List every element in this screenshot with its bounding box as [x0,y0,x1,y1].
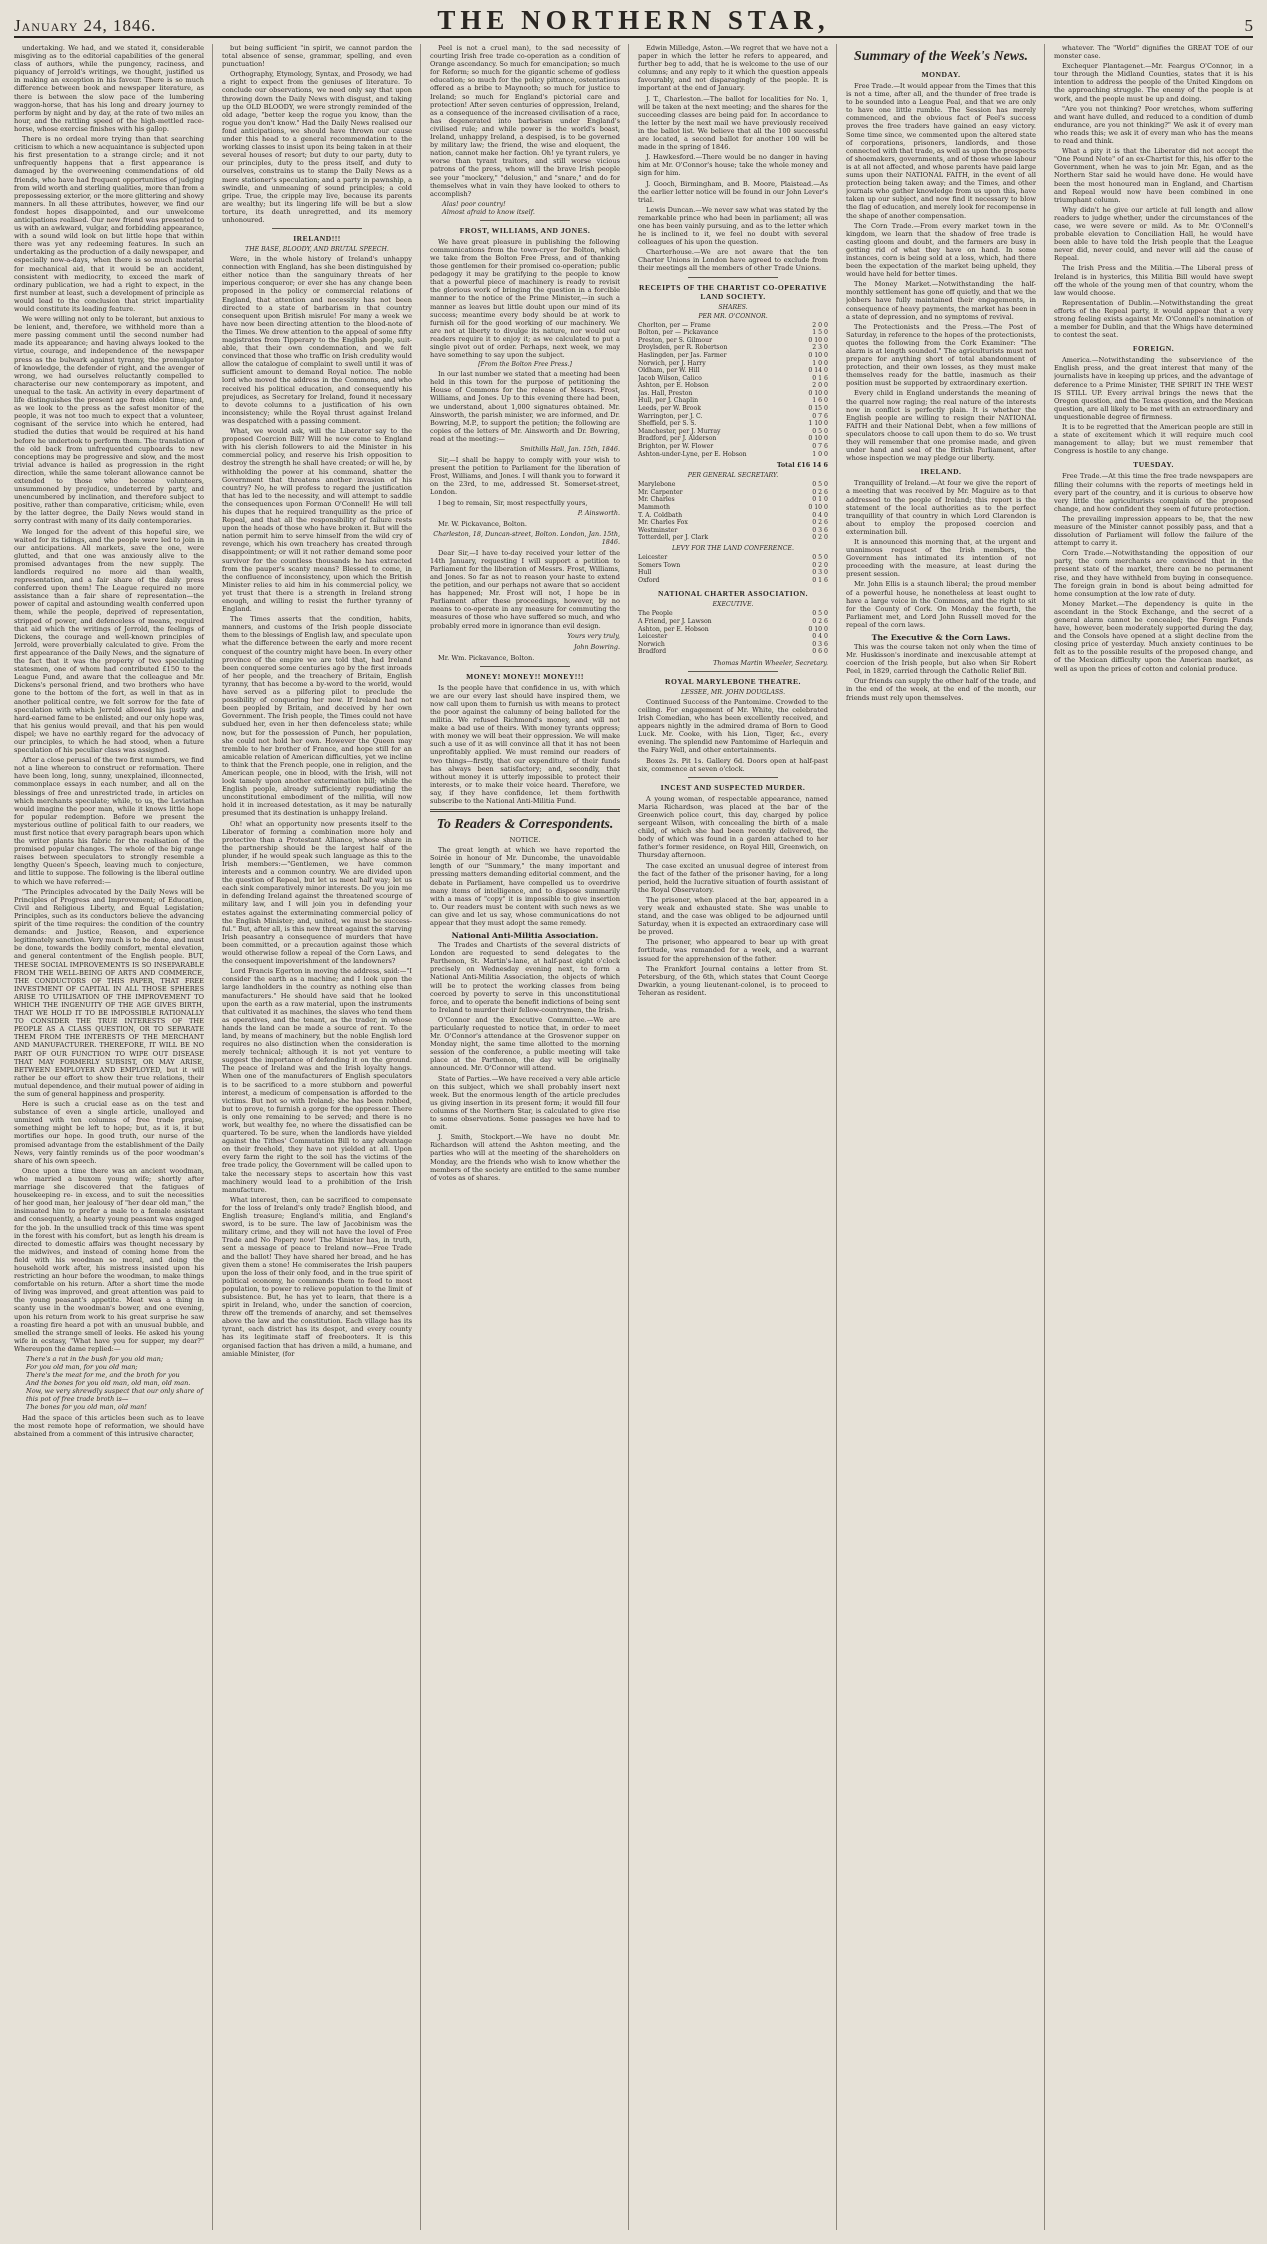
article-body [430,370,620,443]
ledger-amount: 0 2 0 [812,561,828,569]
paragraph: The Times asserts that the condition, habits, manners, and customs of the Irish people dissociate them to the blessings of English law, and speculate upon what the difference between the early and more recent conquest of the country might have been. In every other province of the empire we are told that, had Ireland been conquered some centuries ago by the first inroads of her people, and the treachery of Britain, English tyranny, that has become a by-word to the world, would have served as a pilfering pilot to preclude the possibility of conquering her now. If Ireland had not been peopled by Britain, and deceived by her own Government. The Irish people, the Times could not have subdued her, even in her then defenceless state; while now, but for the possession of Punch, her population, she could not hold her own. However the Queen may tremble to her brother of France, and hope still for an amicable relation of American difficulties, yet we incline to think that the French people, one in religion, and the American people, one in blood, with the Irish, will not look tamely upon another extermination bill; while the English people, already sufficiently repudiating the unconstitutional embodiment of the militia, will now hold it in increased detestation, as it may be naturally presumed that its destination is unhappy Ireland. [222,615,412,818]
paragraph: The prisoner, who appeared to bear up with great fortitude, was remanded for a week, and a warrant issued for the apprehension of the father. [638,938,828,963]
ledger-amount: 0 3 6 [812,526,828,534]
paragraph: It is announced this morning that, at the urgent and unanimous request of the Irish members, the Government has intimated its intention of not proceeding with the measure, at least during the present session. [846,537,1036,579]
ledger-row [638,519,828,527]
divider [480,666,570,667]
ledger-row [638,337,828,345]
ledger-row [638,481,828,489]
article-body [430,238,620,359]
ledger-row [638,428,828,436]
ledger-item: Hull, per J. Chaplin [638,397,699,405]
ledger-row [638,322,828,330]
subheading: PER GENERAL SECRETARY. [687,472,779,480]
ledger-item: Bolton, per — Pickavance [638,329,719,337]
paragraph: Every child in England understands the meaning of the quarrel now raging; the real nature of the interests now in conflict is perfectly plain. It is whether the English people are willing to resign their NATIONAL FAITH and their National Debt, when a few millions of speculators choose to call upon them to do so. We trust they will remember that one promise made, and given under hand and seal of the British Parliament, after whose inspection we may pledge our liberty. [846,389,1036,463]
paragraph: "Are you not thinking? Poor wretches, whom suffering and want have dulled, and reduced to a condition of dumb endurance, are you not thinking?" We ask it of every man who reads this; we ask it of every man who has the means to read and think. [1054,104,1253,146]
ledger-item: Oxford [638,576,660,584]
subheading: SHARES. [718,303,748,311]
article-body [1054,44,1253,339]
column-4 [638,44,837,2230]
paragraph: The prevailing impression appears to be, that the new measure of the Minister cannot possibly pass, and that a dissolution of Parliament will follow the failure of the attempt to carry it. [1054,514,1253,548]
headline-money: MONEY! MONEY!! MONEY!!! [466,671,584,681]
ledger-item: Marylebone [638,481,676,489]
paragraph: Tranquillity of Ireland.—At four we give the report of a meeting that was received by Mr. Maguire as to that addressed to the people of Ireland; this report is the statement of the local authorities as to the perfect tranquillity of that country in which Lord Clarendon is about to employ the proposed coercion and extermination bill. [846,479,1036,536]
ledger-amount: 0 10 0 [808,351,828,359]
letter-signature: John Bowring. [573,642,620,651]
ledger-item: Westminster [638,526,678,534]
ledger-row [638,360,828,368]
ledger-row [638,610,828,618]
ledger-amount: 1 0 0 [812,450,828,458]
ledger-item: Leicester [638,553,668,561]
ledger-row [638,562,828,570]
subheading: THE BASE, BLOODY, AND BRUTAL SPEECH. [245,246,389,254]
headline-foreign: FOREIGN. [1132,344,1175,354]
ledger-row [638,489,828,497]
paragraph: Edwin Milledge, Aston.—We regret that we have not a paper in which the letter he refers to appeared, and further beg to add, that he is welcome to the use of our columns; and any reply to it which the question appeals favourably, and not disparagingly of the people. It is important at the end of January. [638,44,828,93]
receipts-total: Total £16 14 6 [776,461,828,470]
ledger-row [638,397,828,405]
paragraph: Continued Success of the Pantomime. Crowded to the ceiling. For engagement of Mr. White, the celebrated Irish Comedian, who has been excellently received, and appears nightly in the admired drama of Born to Good Luck. Mr. Cooke, with his Lion, Tiger, &c., every evening. The splendid new Pantomime of Harlequin and the Fairy Well, and other entertainments. [638,697,828,755]
paragraph: J. Gooch, Birmingham, and B. Moore, Plaistead.—As the earlier letter notice will be found in our John Lever's trial. [638,179,828,204]
ledger-item: The People [638,610,673,618]
section-title-summary: Summary of the Week's News. [853,49,1029,64]
ledger-amount: 0 10 0 [808,435,828,443]
ledger-amount: 0 1 6 [812,374,828,382]
ledger-amount: 0 7 6 [812,412,828,420]
article-body [430,44,620,198]
correspondent-notes [638,44,828,273]
ledger-item: Bradford, per J. Alderson [638,435,717,443]
columns [14,44,1253,2230]
paragraph: The prisoner, when placed at the bar, appeared in a very weak and exhausted state. She was unable to stand, and the case was obliged to be adjourned until Saturday, when it is expected an extraordinary case will be proved. [638,895,828,937]
letter-recipient: Mr. W. Pickavance, Bolton. [438,519,527,528]
ledger-item: Ashton, per E. Hobson [638,382,709,390]
paragraph: There is no ordeal more trying than that searching criticism to which a new acquaintance is subjected upon his first presentation to a strange circle; and it not unfrequently happens that a first appearance is damaged by the overweening commendations of old friends, who have had frequent opportunities of judging from wild worth and sterling qualities, more than from a prepossessing exterior, or the more glittering and showy manners. In all these attributes, however, we find our fondest hopes disappointed, and our unwelcome anticipations realised. Our new friend was presented to us with an awkward, vulgar, and forbidding appearance, with a sound wild look on but little hope that within there was yet any redeeming features. In such an undertaking as the production of a daily newspaper, and especially now-a-days, when there is so much material for mechanical aid, that it would be an accident, consistent with mediocrity, to exceed the mark of ordinary publication, we had a right to expect, in the first number at least, such a development of principle as would lead to the conclusion that strict impartiality would constitute its leading feature. [14,135,205,313]
ledger-row [638,405,828,413]
ledger-amount: 2 0 0 [812,382,828,390]
paragraph: Once upon a time there was an ancient woodman, who married a buxom young wife; shortly after marriage she discovered that the fatigues of housekeeping re- in excess, and to suit the necessities of her good man, her jealousy of "her dear old man," the insinuated him to prefer a male to a female assistant and consequently, a hearty young peasant was engaged for the job. In the unsullied track of this time was spent in the forest with his comfort, but as length his dream is directed to domestic affairs was thought necessary by the midwives, and instead of coming home from the field with his woodman so moral, and doing the household work after, his mistress insisted upon his restricting an hour before the woodman, to make things comfortable on his return. After a short time the mode of living was improved, and great attention was paid to the young peasant's appetite. Meat was a thing in scanty use in the woodman's bower, and one evening, upon his return from work to his great surprise he saw a roasting fire heard a pot with an unusual bubble, and smelled the strange smell of leeks. He asked his young wife in ecstasy, "What have you for supper, my dear?" Whereupon the dame replied:— [14,1166,204,1353]
article-body [846,643,1036,702]
divider [688,671,778,672]
ledger-row [638,534,828,542]
issue-date: January 24, 1846. [14,16,157,35]
letter-source: [From the Bolton Free Press.] [478,361,572,369]
letter-location: Smithills Hall, Jan. 15th, 1846. [520,445,620,454]
article-body [14,44,204,1353]
ledger-item: Norwich [638,640,665,648]
ledger-item: Haslingden, per Jas. Farmer [638,351,727,359]
paragraph: undertaking. We had, and we stated it, considerable misgiving as to the editorial capabilities of the general class of authors, while the pungency, raciness, and piquancy of Jerrold's writings, we thought, justified us in making an exception in his favour. There is so much difference between book and newspaper literature, as there is between the slow pace of the lumbering waggon-horse, that has his long and dreary journey to perform by night and by day, at the rate of two miles an hour, and the rattling speed of the high-mettled race-horse, whose exercise finishes with his gallop. [14,44,204,133]
ledger-item: Chorlton, per — Frame [638,321,711,329]
divider [480,220,570,221]
ledger-amount: 0 14 0 [808,367,828,375]
ledger-row [638,413,828,421]
letter-body [430,549,620,630]
paragraph: Exchequer Plantagenet.—Mr. Feargus O'Connor, in a tour through the Midland Counties, states that it is his intention to address the people of the United Kingdom on the approaching struggle. The enemy of the people is at work, and the people must be up and doing. [1054,62,1253,103]
receipts-table [638,610,828,656]
paragraph: but being sufficient "in spirit, we cannot pardon the total absence of sense, grammar, spelling, and even punctuation! [222,44,412,69]
ledger-amount: 0 10 0 [808,389,828,397]
ledger-item: Leicester [638,633,668,641]
divider [688,277,778,278]
paragraph: J. T., Charleston.—The ballot for localities for No. 1, will be taken at the next meeting; and the shares for the succeeding classes are being paid for. In accordance to the letter by the next mail we have previously received in the ballot list. We believe that all the 100 successful are located, a second ballot for another 100 will be made in the spring of 1846. [638,94,828,152]
ledger-row [638,641,828,649]
headline-theatre: ROYAL MARYLEBONE THEATRE. [665,676,801,686]
article-body [638,698,828,773]
ledger-row [638,375,828,383]
ledger-amount: 1 0 0 [812,359,828,367]
day-heading: MONDAY. [921,70,961,79]
ledger-row [638,504,828,512]
column-6 [1054,44,1253,2230]
notice-subheading: National Anti-Militia Association. [451,931,599,941]
verse-line: Almost afraid to know itself. [442,207,535,216]
letter-signature: P. Ainsworth. [577,508,620,517]
paragraph: State of Parties.—We have received a very able article on this subject, which we shall probably insert next week. But the enormous length of the article precludes us giving insertion in its present form; it would fill four columns of the Northern Star, is calculated to give rise to some observations. Some passages we have had to omit. [430,1074,620,1132]
ledger-item: Oldham, per W. Hill [638,367,700,375]
paragraph: Peel is not a cruel man), to the sad necessity of courting Irish free trade co-operation as a condition of Orange ascendancy. So much for emancipation; so much for Reform; so much for the gigantic scheme of godless education; so much for the policy pittance, ostentatious offered as a bribe to Maynooth; so much for justice to Ireland; so much for England's pictorial care and protection! After seven centuries of oppression, Ireland, as a consequence of the increased civilisation of a race, has degenerated into barbarism under England's civilised rule; and while power is the world's boast, Ireland, unhappy Ireland, a despised, is to be governed by military law; the friend, the wise and eloquent, the nation, cannot make her faction. Oh! ye tyrant rulers, ye worse than tyrant traitors, and still worse vicious patrons of the press, whom will the brave Irish people see your "mockery," "delusion," and "snare," and do for themselves what in vain they have looked to others to accomplish? [430,44,620,198]
ledger-item: Mr. Carpenter [638,488,683,496]
subheading: LESSEE, MR. JOHN DOUGLASS. [680,688,786,696]
paragraph: Representation of Dublin.—Notwithstanding the great efforts of the Repeal party, it would appear that a very strong feeling exists against Mr. O'Connell's nomination of a member for Dublin, and that the Whigs have determined to contest the seat. [1054,298,1253,340]
column-2 [222,44,421,2230]
ledger-item: Mr. Charles Fox [638,519,688,527]
paragraph: What interest, then, can be sacrificed to compensate for the loss of Ireland's only trade? English blood, and English treasure; England's militia, and England's sword, is to be sure. The law of Jacobinism was the military crime, and they will not have the lovel of Free Trade and No Popery now! The Minister has, in truth, sent a message of peace to Ireland now—Free Trade and the ballot! They have shared her bread, and he has given them a stone! He commiserates the Irish paupers upon the loss of their only food, and in the true spirit of political economy, he commands them to feed to most population, to power to relieve population to the limit of subsistence. But, he has yet to learn, that there is a spirit in Ireland, who, under the sanction of coercion, threw off the tremends of anarchy, and set themselves above the law and the constitution. Each village has its tyrant, each district has its despot, and every county has its legitimate staff of freebooters. It is this organised faction that has driven a mild, a humane, and amiable Minister, (for [222,1195,412,1358]
verse-line: Alas! poor country! [442,199,506,208]
paragraph: Free Trade.—It would appear from the Times that this is not a time, after all, and the thunder of free trade is to be sounded into a League Peal, and that we are only to have one little rumble. The Session has merely commenced, and the obvious fact of Peel's success proves the free traders have gained an easy victory. Some time since, we commented upon the altered state of corporations, prisoners, landlords, and those connected with that trade, as well as upon the prospects of shoemakers, governments, and of those whose labour is at all not affected, and whose parents have paid large sums upon their NATIONAL FAITH, in the event of all protection being taken away; and the Times, and other journals who gather knowledge from us upon this, have taken up our subject, and now find it necessary to blow the flag of education, and merely look for recompense in the shape of another compensation. [846,82,1036,220]
subheading: The Executive & the Corn Laws. [871,633,1011,642]
divider [430,809,620,812]
paragraph: J. Hawkesford.—There would be no danger in having him at Mr. O'Connor's house; take the whole money and sign for him. [638,153,828,178]
ledger-amount: 0 10 0 [808,336,828,344]
receipts-table [638,554,828,584]
ledger-amount: 0 2 0 [812,534,828,542]
ledger-item: Jas. Hall, Preston [638,389,693,397]
verse-line: The bones for you old man, old man! [26,1403,147,1411]
ledger-amount: 0 3 0 [812,569,828,577]
ledger-amount: 0 4 0 [812,511,828,519]
ledger-item: Totterdell, per J. Clark [638,534,709,542]
paragraph: Orthography, Etymology, Syntax, and Prosody, we had a right to expect from the geniuses of literature. To conclude our observations, we need only say that upon throwing down the Daily News with disgust, and taking up the OLD BLOODY, we were strongly reminded of the old adage, "better keep the rogue you know, than the rogue you don't know." Had the Daily News realised our fond anticipations, we should have thrown our cause under this head to a general recommendation to the working classes to insist upon its being taken in at their several houses of resort; but duty to our party, duty to our principles, duty to the press itself, and duty to ourselves, constrains us to stamp the Daily News as a mere stationer's speculation; and a party in pawnship, a swindle, and unmeaning of sound principles; a cold gripe. True, the cripple may live, because its parents are wealthy; but its lingering life will be but a slow torture, its death unregretted, and its memory unhonoured. [222,70,412,224]
ledger-amount: 0 3 6 [812,640,828,648]
ledger-row [638,382,828,390]
letter-closing: Yours very truly, [567,631,620,640]
ledger-row [638,512,828,520]
verse-line: There's a rat in the bush for you old man; [26,1355,164,1363]
paragraph: The Corn Trade.—From every market town in the kingdom, we learn that the shadow of free trade is casting gloom and doubt, and the farmers are busy in getting rid of what they have on hand. In some instances, corn is being sold at a loss, which, had there been the expectation of the market being upheld, they would have held for better times. [846,221,1036,279]
paragraph: A young woman, of respectable appearance, named Maria Richardson, was placed at the bar of the Greenwich police court, this day, charged by police sergeant Wilson, with concealing the birth of a male child, of which she had been recently delivered, the body of which was found in a garden attached to her father's former residence, on Royal Hill, Greenwich, on Thursday afternoon. [638,794,828,860]
receipts-table [638,322,828,459]
ledger-item: A Friend, per J. Lawson [638,617,712,625]
headline-frost: FROST, WILLIAMS, AND JONES. [459,225,591,235]
ledger-item: Warrington, per J. C. [638,412,703,420]
ledger-row [638,626,828,634]
ledger-item: Ashton, per E. Hobson [638,625,709,633]
ledger-amount: 0 15 0 [808,405,828,413]
verse [26,1355,204,1411]
ledger-row [638,554,828,562]
article-body [638,795,828,997]
ledger-row [638,496,828,504]
article-body [430,846,620,927]
ledger-item: T. A. Coldbath [638,511,683,519]
letter-location: Charleston, 18, Duncan-street, Bolton. London, Jan. 15th, 1846. [433,529,620,546]
paragraph: The Protectionists and the Press.—The Post of Saturday, in reference to the hopes of the protectionists, quotes the following from the Cork Examiner: "The alarm is at length sounded." The agriculturists must not prepare for anything short of total abandonment of protection, and their own losses, as they must make themselves ready for the battle, inasmuch as their position must be supported by extraordinary exertion. [846,322,1036,388]
paragraph: Oh! what an opportunity now presents itself to the Liberator of forming a combination more holy and protective than a Protestant Alliance, whose share in the partnership should be the largest half of the plunder, if he would speak such language as this to the Irish members:—"Gentlemen, we have common interests and a common country. We are divided upon the question of Repeal, but let us meet half way; let us each sink comparatively minor interests. Do you join me in defending Ireland against the threatened scourge of military law, and I will join you in defending your estates against the exterminating commercial policy of the English Minister; and, united, we must be success-ful." But, after all, is this new threat against the starving Irish peasantry a consequence of murders that have been committed, or a precaution against those which would otherwise follow a repeal of the Corn Laws, and the consequent impoverishment of the landowners? [222,819,412,966]
ledger-row [638,648,828,656]
paragraph: We were willing not only to be tolerant, but anxious to be lenient, and, therefore, we withheld more than a mere passing comment until the second number had made its appearance; and having always looked to the virtue, courage, and independence of the newspaper press as the bulwark against tyranny, the promulgator of knowledge, the defender of right, and the avenger of wrong, we had ourselves reluctantly compelled to characterise our new contemporary as impotent, and unequal to the task. An activity in every department of life distinguishes the present age from olden time; and, as we look to the press as the safest monitor of the people, it was not too much to expect that a volunteer, cognisant of the service into which he entered, had studied the duties that would be required at his hand before he undertook to perform them. The translation of the old back from unfrequented cupboards to new conceptions may be progressive and slow, and the most trivial advance is hailed as progression in the right direction, while the same tolerant allowance cannot be extended to those who become volunteers, unsummoned by prejudice, undeterred by party, and unencumbered by inclination, and therefore subject to positive, rather than comparative, criticism; while, even by the latter degree, the Daily News would stand in sorry contrast with many of its daily contemporaries. [14,315,204,526]
article-body [430,941,620,1182]
ledger-row [638,390,828,398]
paragraph: Sir,—I shall be happy to comply with your wish to present the petition to Parliament for the liberation of Frost, Williams, and Jones. I will thank you to forward it on the 23rd, to me, addressed St. Somerset-street, London. [430,456,620,497]
ledger-item: Bradford [638,648,667,656]
ledger-amount: 0 1 6 [812,576,828,584]
ledger-row [638,577,828,585]
article-body [1054,472,1253,672]
ledger-row [638,633,828,641]
headline-ireland: IRELAND!!! [293,234,341,244]
ledger-item: Hull [638,569,652,577]
paragraph: The Frankfort Journal contains a letter from St. Petersburg, of the 6th, which states that Count Ceorge Dwarkin, a young lieutenant-colonel, is to proceed to Teheran as resident. [638,964,828,997]
subheading: PER MR. O'CONNOR. [698,312,768,320]
ledger-amount: 1 10 0 [808,420,828,428]
ledger-amount: 0 4 0 [812,633,828,641]
notice-heading: NOTICE. [509,836,541,845]
secretary-signature: Thomas Martin Wheeler, Secretary. [713,658,828,667]
day-heading: TUESDAY. [1133,460,1174,470]
ledger-amount: 0 5 0 [812,610,828,618]
ledger-amount: 0 5 0 [812,553,828,561]
subheading: LEVY FOR THE LAND CONFERENCE. [672,544,794,552]
paragraph: Were, in the whole history of Ireland's unhappy connection with England, has she been distinguished by either notice than the sanguinary threats of her imperious conqueror; or ever she has any change been proposed in the policy or commercial relations of England, that attention and necessity has not been directed to a state of barbarism in that country consequent upon British misrule! For many a week we have now been directing attention to the blood-note of the Times. We drew attention to the appeal of some fifty magistrates from Tipperary to the English people, suit-able, that their own condemnation, and we felt convinced that those who traffic on Irish credulity would allow the catalogue of complaint to swell until it was of sufficient amount to demand Royal notice. The noble lord who moved the address in the Commons, and who received his political education, and consequently his prejudices, as Secretary for Ireland, found it necessary to devote columns to a justification of his own inconsistency; while the Royal thrust against Ireland was despatched with a passing comment. [222,255,412,425]
ledger-amount: 0 2 6 [812,488,828,496]
paragraph: The Irish Press and the Militia.—The Liberal press of Ireland is in hysterics, this Militia Bill would have swept off the whole of the young men of that country, whom the law would choose. [1054,264,1253,297]
paragraph: J. Smith, Stockport.—We have no doubt Mr. Richardson will attend the Ashton meeting, and the parties who will at the meeting of the shareholders on Monday, are the friends who wish to know whether the members of the society are entitled to the same number of votes as of shares. [430,1133,620,1182]
paragraph: O'Connor and the Executive Committee.—We are particularly requested to notice that, in order to meet Mr. O'Connor's attendance at the Grosvenor supper on Monday night, the same time allotted to the morning session of the conference, a public meeting will take place at the Parthenon, the day will be originally announced. Mr. O'Connor will attend. [430,1015,620,1073]
divider [688,777,778,778]
article-body [846,479,1036,629]
ledger-item: Brighton, per W. Flower [638,443,714,451]
verse [442,200,620,216]
ledger-item: Droylsden, per R. Robertson [638,344,728,352]
column-5 [846,44,1045,2230]
section-title-correspondents: To Readers & Correspondents. [436,817,614,833]
ledger-row [638,569,828,577]
paragraph: Dear Sir,—I have to-day received your letter of the 14th January, requesting I will support a petition to Parliament for the liberation of Messrs. Frost, Williams, and Jones. So far as not to reason your haste to extend the petition, and our perhaps not aware that so accident has happened; Mr. Frost will not, I hope be in Parliament after these proceedings, however, by no means to co-operate in any measure for commuting the measures of those who have suffered so much, and who probably erred more in ignorance than evil design. [430,548,620,630]
paragraph: In our last number we stated that a meeting had been held in this town for the purpose of petitioning the House of Commons for the release of Messrs. Frost, Williams, and Jones. Up to this evening there had been, we understand, about 1,000 signatures obtained. Mr. Ainsworth, the parish minister, we are informed, and Dr. Bowring, M.P., to support the petition; the following are copies of the letters of Mr. Ainsworth and Dr. Bowring, read at the meeting:— [430,370,620,443]
ledger-amount: 0 10 0 [808,625,828,633]
headline-incest: INCEST AND SUSPECTED MURDER. [660,782,806,792]
ledger-item: Mammoth [638,504,670,511]
paragraph: "The Principles advocated by the Daily News will be Principles of Progress and Improvement; of Education, Civil and Religious Liberty, and Equal Legislation; Principles, such as its conductors believe the advancing spirit of the time requires: the condition of the country demands: and Justice, Reason, and experience legitimately sanction. Very much is to be done, and must be done, towards the bodily comfort, mental elevation, and general contentment of the English people. BUT, THESE SOCIAL IMPROVEMENTS IS SO INSEPARABLE FROM THE WELL-BEING OF ARTS AND COMMERCE, THE CONDUCTORS OF THIS PAPER, THAT FREE INVESTMENT OF CAPITAL IN ALL THOSE SPHERES ARISE TO UTILISATION OF THE IMPROVEMENT TO WHICH THE INGENUITY OF THE AGE GIVES BIRTH, THAT WE HOLD IT TO BE IMPOSSIBLE RATIONALLY TO CONSIDER THE TRUE INTERESTS OF THE PEOPLE AS A CLASS QUESTION, OR TO SEPARATE THEM FROM THE INTERESTS OF THE MERCHANT AND MANUFACTURER. THEREFORE, IT WILL BE NO PART OF OUR FUNCTION TO WIPE OUT DISEASE THAT MAY FORMERLY SUBSIST, OR MAY ARISE, BETWEEN EMPLOYER AND EMPLOYED, but it will rather be our effort to show their true relations, their mutual dependence, and their mutual power of aiding in the sum of general happiness and prosperity. [14,887,204,1098]
paragraph: I beg to remain, Sir, most respectfully yours, [438,498,588,507]
ledger-row [638,618,828,626]
ledger-row [638,344,828,352]
paragraph: Here is such a crucial ease as on the test and substance of even a single article, unalloyed and unmixed with ten columns of free trade praise, something might be left to hope; but, as it is, it but mortifies our hope. In good truth, our nurse of the promised advantage from the establishment of the Daily News, very faintly reminds us of the poor woodman's share of his own speech. [14,1100,204,1165]
newspaper-title: THE NORTHERN STAR, [437,5,830,35]
paragraph: Corn Trade.—Notwithstanding the opposition of our party, the corn merchants are convinced that in the present state of the market, there can be no permanent rise, and they have withheld from buying in consequence. The foreign grain in bond is about being admitted for home consumption at the low rate of duty. [1054,549,1253,598]
ledger-amount: 0 2 6 [812,617,828,625]
paragraph: Boxes 2s. Pit 1s. Gallery 6d. Doors open at half-past six, commence at seven o'clock. [638,756,828,773]
verse-line: And the bones for you old man, old man, old man. [26,1379,191,1387]
article-body [430,684,620,805]
paragraph: It is to be regretted that the American people are still in a state of excitement which it will require much cool management to allay; but we must remember that Congress is hostile to any change. [1054,423,1253,456]
ledger-row [638,435,828,443]
ledger-row [638,329,828,337]
paragraph: Our friends can supply the other half of the trade, and in the end of the week, at the end of the month, our friends must rely upon themselves. [846,677,1037,702]
article-body [222,44,412,224]
ledger-row [638,367,828,375]
paragraph: The Money Market.—Notwithstanding the half-monthly settlement has gone off quietly, and that we the jobbers have fully maintained their engagements, in consequence of heavy payments, the market has been in a state of depression, and no symptoms of revival. [846,280,1036,321]
headline-receipts: RECEIPTS OF THE CHARTIST CO-OPERATIVE LAND SOCIETY. [638,282,827,301]
ledger-item: Preston, per S. Gilmour [638,336,713,344]
article-body [846,82,1036,462]
paragraph: Money Market.—The dependency is quite in the ascendant in the Stock Exchange, and the secret of a general alarm cannot be concealed; the Foreign Funds have, however, been moderately supported during the day, and the Consols have opened at a slight decline from the closing price of yesterday. Much anxiety continues to be felt as to the possible results of the proposed change, and of the Mexican difficulty upon the American market, as well as upon the prices of cotton and colonial produce. [1054,599,1253,673]
paragraph: Mr. John Ellis is a staunch liberal; the proud member of a powerful house, he nonetheless at least ought to have a large voice in the Commons, and the right to sit for the County of Cork. On Monday the fourth, the Parliament met, and Lord John Russell moved for the repeal of the corn laws. [846,580,1036,629]
ledger-item: Sheffield, per S. S. [638,420,697,428]
ledger-amount: 0 6 0 [812,648,828,656]
ledger-item: Somers Town [638,561,681,569]
paragraph: America.—Notwithstanding the subservience of the English press, and the great interest that many of the journalists have in keeping up prices, and the advantage of deference to a Prime Minister, THE SPIRIT IN THE WEST IS STILL UP. Every arrival brings the news that the Oregon question, and the Texas question, and the Mexican question, are all likely to be met with an extraordinary and unquestionable degree of firmness. [1054,356,1253,421]
paragraph: Had the space of this articles been such as to leave the most remote hope of reformation, we should have abstained from a comment of this intrusive character, [14,1414,204,1439]
paragraph: Free Trade.—At this time the free trade newspapers are filling their columns with the reports of meetings held in every part of the country, and it is curious to observe how very little the agriculturists complain of the proposed change, and how confident they seem of future protection. [1054,472,1253,513]
paragraph: Lord Francis Egerton in moving the address, said:—"I consider the earth as a machine; and I look upon the large landholders in the country as nothing else than manufacturers." He should have said that he looked upon the earth as a raw material, upon the instruments that cultivated it as machines, the slaves who tend them as operatives, and the tenant, as the trader, in whose hands the land can be made a source of rent. To the land, by means of machinery, but the noble English lord requires no also distinction when the consideration is merely technical; although it is not yet venture to suggest the importance of defending it on the ground. The peace of Ireland was and the Irish loyalty hangs. When one of the manufacturers of English speculators is to be sacrificed to a more stubborn and powerful interest, a medicum of compensation is afforded to the victims. But not so with Ireland; she has been robbed, but to prove, to furnish a gorge for the oppressor. There is only one remaining to be served; and there is no work, but wealthy fee, no where the dissatisfied can be quartered. To be sure, when the landlords have yielded against the Tithes' Commutation Bill to any advantage on their freehold, they have not yielded at all. Upon every farm the right to the soil has the victims of the free trade policy, the Government will be called upon to take the necessary steps to ascertain how this vast machinery would lead to a prohibition of the Irish manufacture. [222,967,412,1194]
letter-recipient: Mr. Wm. Pickavance, Bolton. [438,653,535,662]
ledger-item: Jacob Wilson, Calico [638,374,702,382]
ledger-amount: 0 7 6 [812,443,828,451]
paragraph: What, we would ask, will the Liberator say to the proposed Coercion Bill? Will he now come to England with his clerish followers to aid the Minister in his commercial policy, and reserve his Irish opposition to destroy the strength he shall have created; or will he, by withholding the power at his command, shatter the Government that threatens another invasion of his country? No, he will profess to regard the justification that has led to the necessity, and will attempt to saddle the consequences upon Forman O'Connell! He will tell his dupes that he required tranquillity as the price of Repeal, and that all the responsibility of failure rests upon the heads of those who have broken it. But will the nation permit him to serve himself from the wild cry of revenge, which his own treachery has created through disappointment; or will it not rather demand some poor survivor for the countless thousands he has extracted from the pauper's scanty means? Blessed to come, in the confluence of inconsistency, upon which the British Minister relies to aid him in his commercial policy, we yet trust that there is a strength in Ireland strong enough, and willing to resist the further tyranny of England. [222,427,412,614]
ledger-item: Leeds, per W. Brook [638,405,701,413]
ledger-amount: 1 6 0 [812,397,828,405]
paragraph: This was the course taken not only when the time of Mr. Huskisson's inordinate and inexcusable attempt at coercion of the Irish people, but also when Sir Robert Peel, in 1829, carried through the Catholic Relief Bill. [846,643,1036,676]
ledger-item: Manchester, per J. Murray [638,427,721,435]
paragraph: After a close perusal of the two first numbers, we find not a line whereon to construct or reformation. There have been long, long, sunny, unexplained, illconnected, commonplace essays in each number, and all on the blessings of free and unrestricted trade, in articles on which merchants speculate; while, to us, the Leviathan would imagine the poor man, while it knows little hope for popular redemption. Before we present the mysterious outline of political faith to our readers, we must first notice that every paragraph bears upon which the writer plants his fabric for the realisation of the promised popular changes. The whole of the big range raises between speculators to strongly resemble a lengthy Queen's Speech, leaving much to conjecture, and little to suppose. The following is the liberal outline to which we have referred:— [14,756,204,886]
page-number: 5 [1244,16,1253,35]
ledger-amount: 0 1 0 [812,496,828,504]
ledger-amount: 1 5 0 [812,329,828,337]
ledger-amount: 2 3 0 [812,344,828,352]
ledger-amount: 0 10 0 [808,504,828,511]
ledger-amount: 2 0 0 [812,321,828,329]
headline-ireland: IRELAND. [920,467,962,477]
paragraph: Is the people have that confidence in us, with which we are our every last should have inspired them, we now call upon them to furnish us with means to protect the poor against the calumny of being balloted for the militia. We refused Richmond's money, and will not make a bad use of theirs. With money tyrants oppress; with money we will beat their oppression. We will make such a use of it as will convince all that it has not been unprofitably applied. We must remind our readers of two things—firstly, that our expenditure of their funds has always been satisfactory; and, secondly, that without money it is utterly impossible to protect their interests, or to make their voice heard. Therefore, we say, if they have confidence, let them forthwith subscribe to the National Anti-Militia Fund. [430,683,620,806]
column-1 [14,44,213,2230]
paragraph: Charterhouse.—We are not aware that the ten Charter Unions in London have agreed to exclude from their meetings all the members of other Trade Unions. [638,248,828,273]
letter-body [430,456,620,507]
paragraph: whatever. The "World" dignifies the GREAT TOE of our monster case. [1054,44,1253,61]
column-3 [430,44,629,2230]
paragraph: The Trades and Chartists of the several districts of London are requested to send delegates to the Parthenon, St. Martin's-lane, at half-past eight o'clock precisely on Wednesday evening next, to form a National Anti-Militia Association, the objects of which will be to protect the working classes from being coerced by poverty to serve in this unconstitutional force, and to operate the benefit indictions of being sent to Ireland to murder their fellow-countrymen, the Irish. [430,941,620,1014]
ledger-row [638,443,828,451]
article-body [1054,356,1253,455]
ledger-amount: 0 2 6 [812,519,828,527]
article-body [222,255,412,1358]
ledger-amount: 0 5 0 [812,427,828,435]
ledger-row [638,420,828,428]
verse-line: Now, we very shrewdly suspect that our only share of this pot of free trade broth is— [26,1387,203,1403]
divider [272,228,362,229]
paragraph: The great length at which we have reported the Soirée in honour of Mr. Duncombe, the unavoidable length of our "Summary," the many important and pressing matters demanding editorial comment, and the debate in Parliament, have compelled us to overdrive many items of intelligence, and to dispose summarily with a mass of "copy" it is impossible to give insertion to. Our readers must be content with such news as we can give and let us say, whose communications do not appear that they must adopt the same remedy. [430,846,620,927]
ledger-row [638,451,828,459]
masthead [14,5,1253,38]
ledger-item: Ashton-under-Lyne, per E. Hobson [638,450,747,458]
headline-nca: NATIONAL CHARTER ASSOCIATION. [657,589,809,599]
paragraph: Lewis Duncan.—We never saw what was stated by the remarkable prince who had been in parliament; all was one has been vainly pursuing, and as to the letter which he is inclined to it, we feel no doubt with several colleagues of his upon the question. [638,205,828,247]
paragraph: We longed for the advent of this hopeful sire, we waited for its tidings, and the people were led to join in our anticipations. All markets, save the one, were glutted, and that one was anxiously alive to the promised advantages from the new supply. The landlords required no more aid than wealth, representation, and a fair share of the daily press conferred upon them! The League required no more assistance than a fair share of representation—the power of capital and astounding wealth conferred upon them, while the people, deprived of representation, stripped of power, and defenceless of means, required that aid which the writings of Jerrold, the feelings of Dickens, the courage and well-known principles of Jerrold, were proverbially calculated to give. From the first appearance of the Daily News, and the signature of the fact that it was the property of two speculating statesmen, one of whom had contributed £150 to the League Fund, and aware that the colleague and Mr. Dickens's personal friend, and two brothers who have gone to the bottom of the fort, as well in that as in another political centre, we felt sorrow for the fate of speculation with which Jerrold allowed his justly and hard-earned fame to be enlisted; and our only hope was, that his genius would prevail, and that his pen would dispel; we have no earthly regard for the advocacy of our principles, to which he had stood, when a future speculation of his peculiar class was assigned. [14,527,204,755]
ledger-item: Mr. Charles [638,496,675,504]
ledger-item: Norwich, per J. Harry [638,359,706,367]
paragraph: We have great pleasure in publishing the following communications from the town-cryer for Bolton, which we take from the Bolton Free Press, and of thanking those gentlemen for their promised co-operation; public pedagogy it may be gratifying to the people to know that a powerful piece of machinery is ready to revisit the glorious work of bringing the question in a forcible manner to the notice of the Prime Minister,—in such a manner as leaves but little doubt upon our mind of its success; meantime every body should be at work to furnish oil for the good working of our machinery. We are not at liberty to divulge its nature, nor would our readers require it to enjoy it; as we calculated to put a single pivot out of order. Perhaps, next week, we may have something to say upon the subject. [430,237,620,360]
ledger-row [638,527,828,535]
subheading: EXECUTIVE. [712,601,754,609]
receipts-table [638,481,828,542]
paragraph: What a pity it is that the Liberator did not accept the "One Pound Note" of an ex-Chartist for this, his offer to the Government, when he was to join Mr. Egan, and as the Northern Star said he would have done. He would have been the most honoured man in England, and Chartism and Repeal would now have been combined in one triumphant column. [1054,147,1253,204]
paragraph: Why didn't he give our article at full length and allow readers to judge whether, under the circumstances of the case, we were severe or mild. As to Mr. O'Connell's probable elevation to Conciliation Hall, he would have been able to have told the Irish people that the League never did, never could, and never will aid the cause of Repeal. [1054,205,1253,263]
verse-line: For you old man, for you old man; [26,1363,138,1371]
paragraph: The case excited an unusual degree of interest from the fact of the father of the prisoner having, for a long period, held the lucrative situation of fourth assistant of the Royal Observatory. [638,861,828,894]
ledger-amount: 0 5 0 [812,481,828,489]
verse-line: There's the meat for me, and the broth for you [26,1371,180,1379]
ledger-row [638,352,828,360]
